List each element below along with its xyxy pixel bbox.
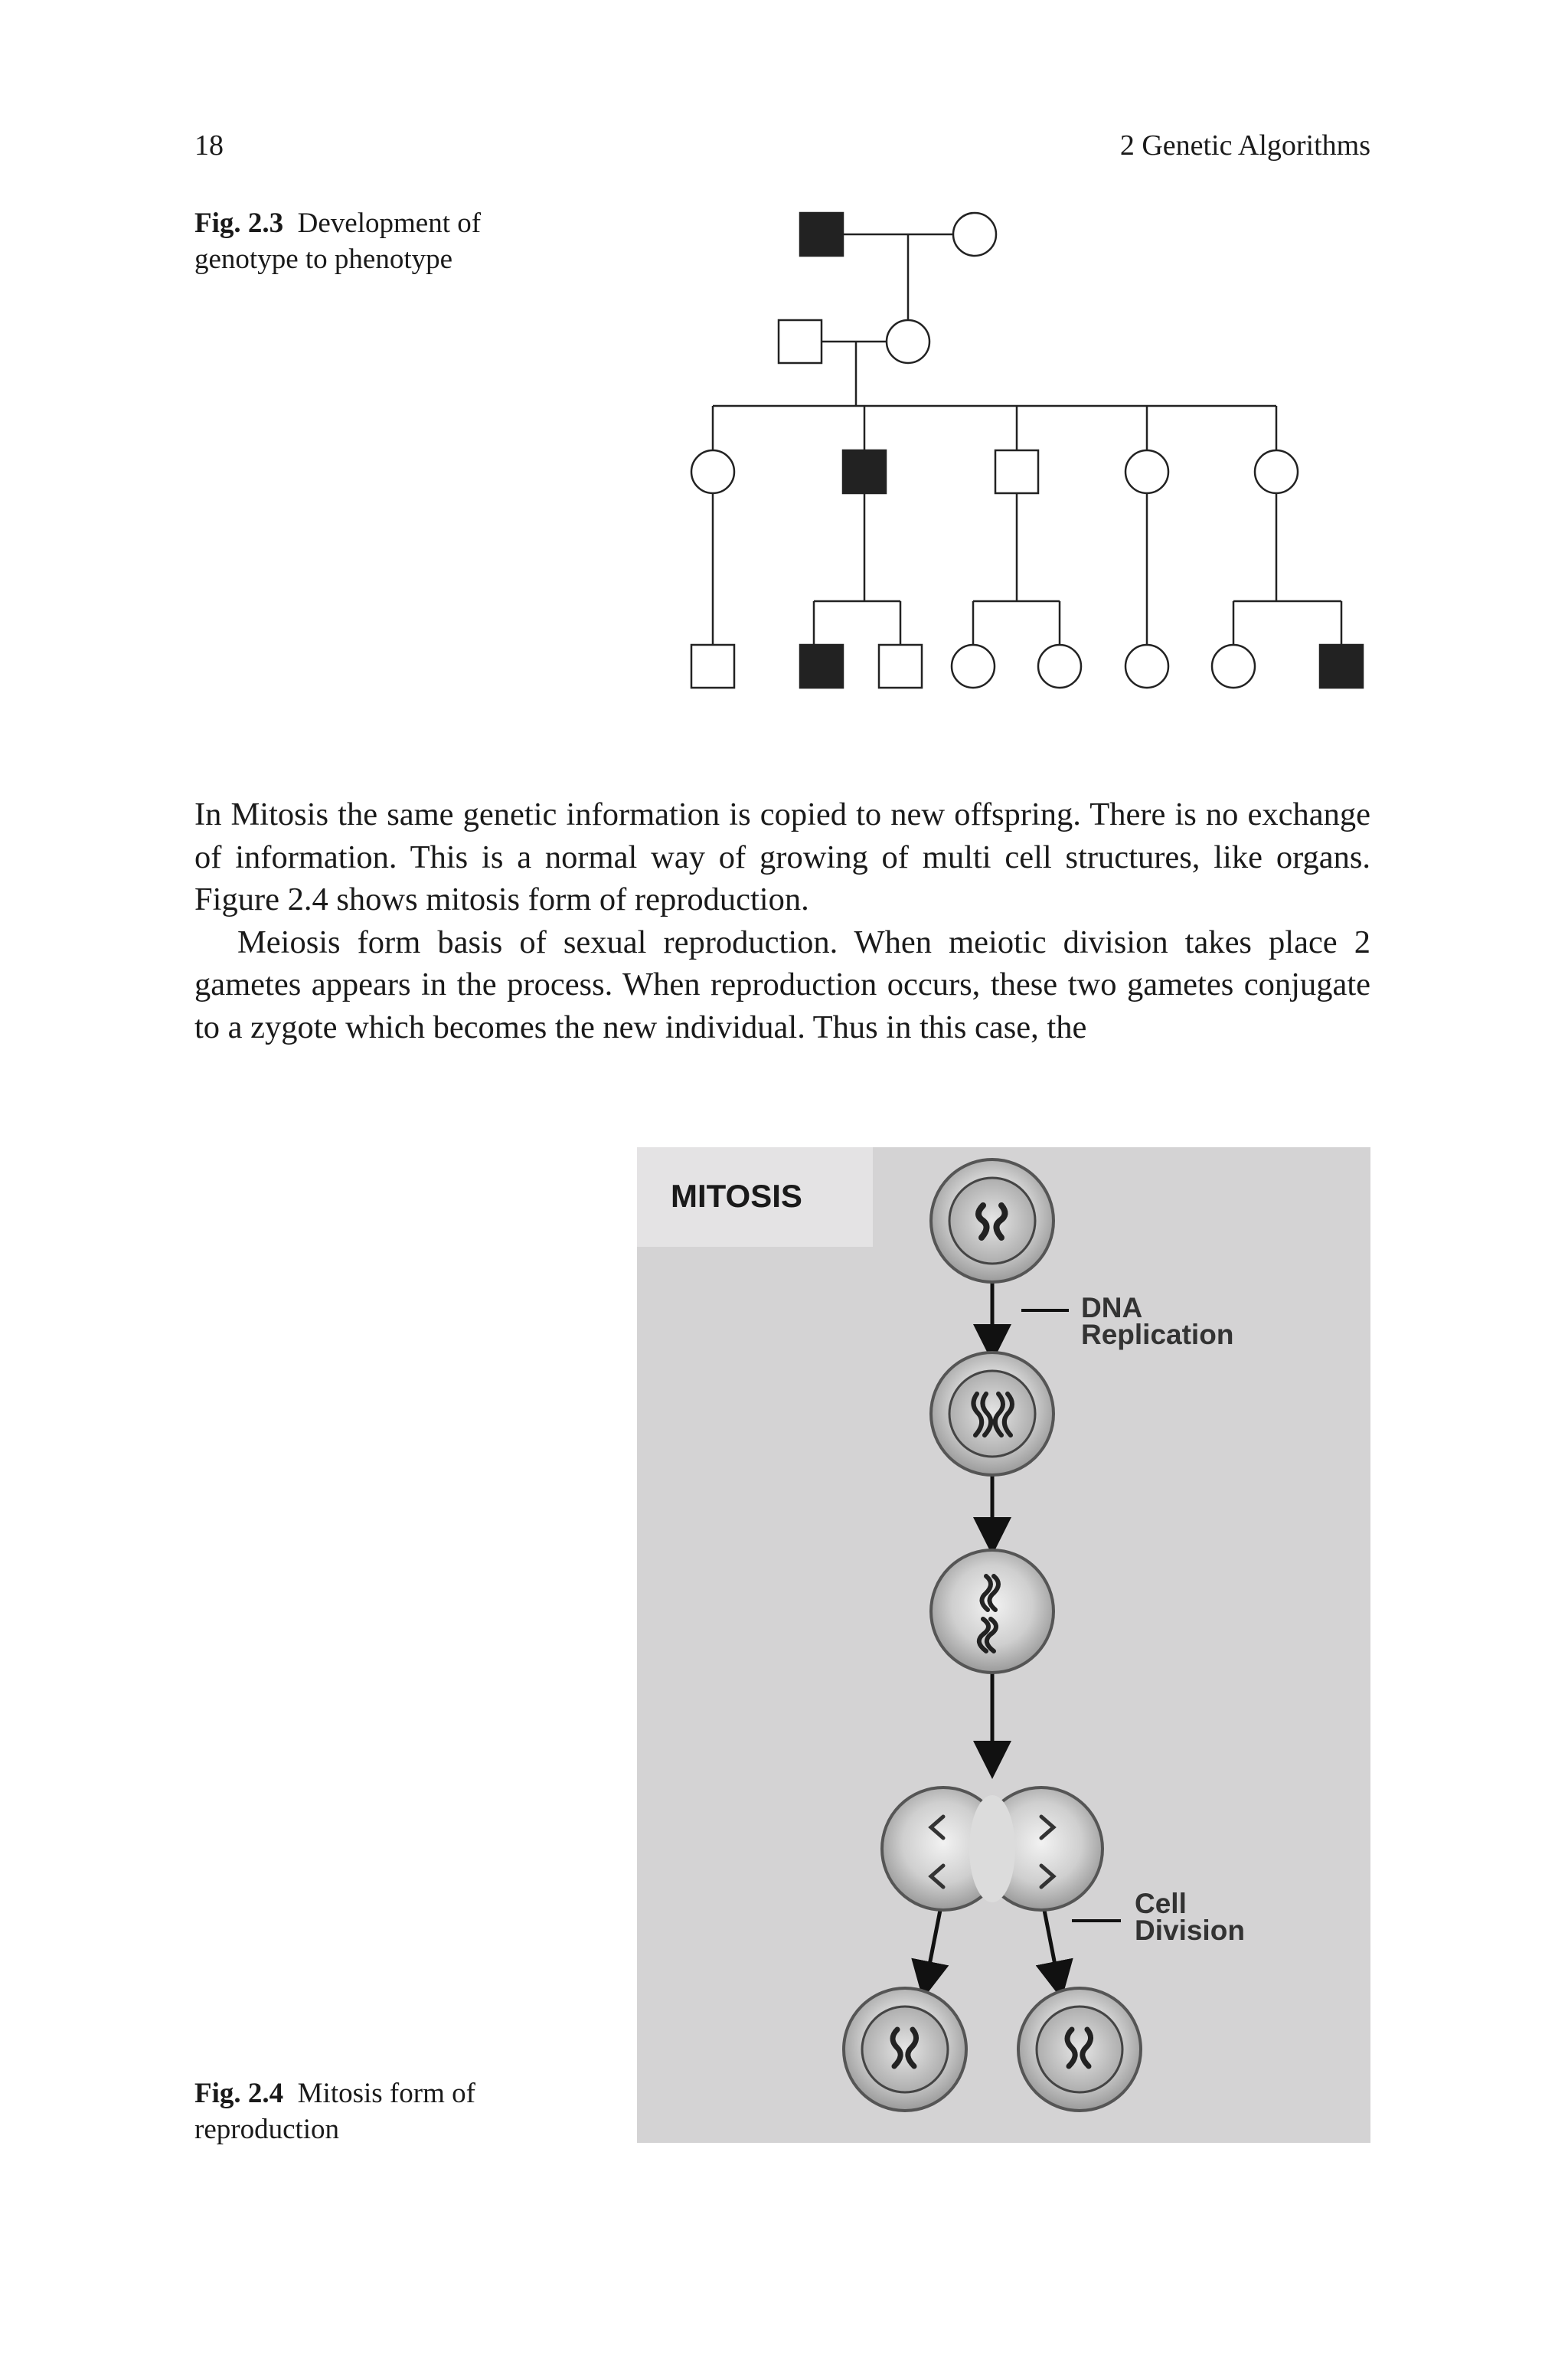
cell-division-label: Cell bbox=[1135, 1888, 1187, 1919]
female-symbol bbox=[1125, 645, 1168, 688]
body-text bbox=[194, 793, 1370, 1048]
female-symbol bbox=[887, 320, 929, 363]
daughter-cell bbox=[1018, 1988, 1141, 2111]
mitosis-diagram bbox=[637, 1147, 1370, 2143]
female-symbol bbox=[1212, 645, 1255, 688]
paragraph: In Mitosis the same genetic information is copied to new offspring. There is no exchange of information. This is a normal way of growing of multi cell structures, like organs. Figure 2.4 shows mitosis form of reproduction. bbox=[194, 796, 1370, 917]
female-symbol bbox=[952, 645, 995, 688]
chapter-title: 2 Genetic Algorithms bbox=[1119, 129, 1370, 162]
figure-label: Fig. 2.4 bbox=[194, 2078, 284, 2109]
affected-male-symbol bbox=[843, 450, 886, 493]
dna-replication-label: DNA bbox=[1081, 1292, 1143, 1323]
male-symbol bbox=[995, 450, 1038, 493]
figure-label: Fig. 2.3 bbox=[194, 208, 284, 239]
cell-division-label: Division bbox=[1135, 1915, 1245, 1946]
replicated-cell bbox=[931, 1352, 1054, 1475]
figure-caption-2-4 bbox=[194, 2075, 531, 2147]
female-symbol bbox=[1038, 645, 1081, 688]
page-number: 18 bbox=[194, 129, 224, 162]
affected-male-symbol bbox=[1320, 645, 1363, 688]
metaphase-cell bbox=[931, 1550, 1054, 1673]
figure-caption-text: Development of genotype to phenotype bbox=[194, 208, 482, 275]
male-symbol bbox=[779, 320, 822, 363]
affected-male-symbol bbox=[800, 213, 843, 256]
male-symbol bbox=[691, 645, 734, 688]
dividing-cell bbox=[882, 1787, 1102, 1910]
diagram-title: MITOSIS bbox=[671, 1178, 802, 1214]
figure-caption-text: Mitosis form of reproduction bbox=[194, 2078, 475, 2145]
pedigree-chart bbox=[0, 0, 1568, 766]
female-symbol bbox=[1125, 450, 1168, 493]
female-symbol bbox=[1255, 450, 1298, 493]
pedigree-lines bbox=[713, 234, 1341, 645]
dna-replication-label: Replication bbox=[1081, 1319, 1234, 1350]
female-symbol bbox=[953, 213, 996, 256]
parent-cell bbox=[931, 1159, 1054, 1282]
paragraph: Meiosis form basis of sexual reproduction. When meiotic division takes place 2 gametes appears in the process. When reproduction occurs, these two gametes conjugate to a zygote which becomes the new individual. Thus in this case, the bbox=[194, 924, 1370, 1045]
female-symbol bbox=[691, 450, 734, 493]
male-symbol bbox=[879, 645, 922, 688]
affected-male-symbol bbox=[800, 645, 843, 688]
daughter-cell bbox=[844, 1988, 966, 2111]
